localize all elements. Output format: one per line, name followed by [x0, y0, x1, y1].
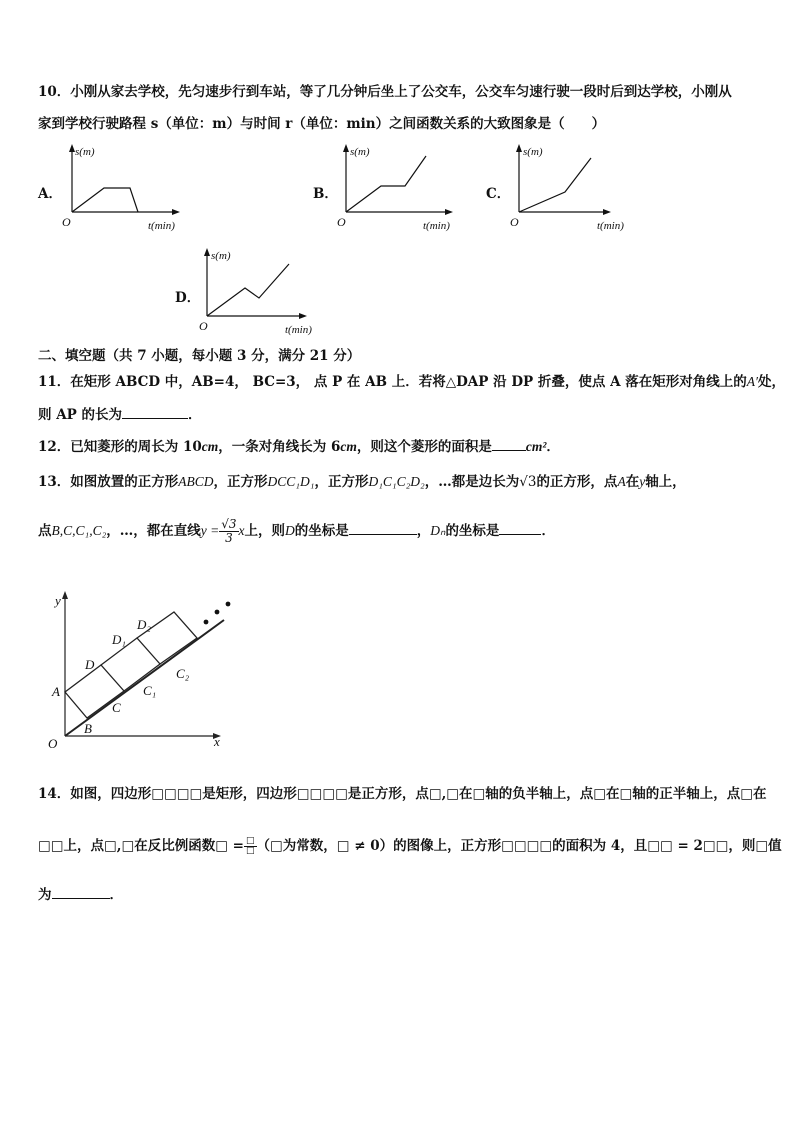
q13-text-m: 的坐标是 — [445, 523, 500, 539]
q13-frac-den: 3 — [225, 531, 233, 545]
q12-text-a: 12．已知菱形的周长为 10 — [38, 439, 202, 455]
q11-line1 — [38, 372, 785, 392]
q13-eq-rhs: x — [238, 523, 245, 538]
q14-frac-num: □ — [246, 836, 255, 846]
q13-text-b: ，正方形 — [213, 474, 268, 490]
q11-text-b: 处， — [757, 374, 785, 390]
section-heading: 二、填空题（共 7 小题，每小题 3 分，满分 21 分） — [38, 348, 361, 364]
q10-line1: 10．小刚从家去学校，先匀速步行到车站，等了几分钟后坐上了公交车，公交车匀速行驶一段时后到达学校，小刚从 — [38, 84, 732, 100]
q13-text-n: ． — [541, 523, 555, 539]
q14-line3 — [38, 884, 764, 905]
option-b-ylabel: s(m) — [350, 146, 370, 158]
q13-fraction — [219, 518, 238, 545]
q13-text-k: 的坐标是 — [294, 523, 349, 539]
q11-text-d: ． — [188, 407, 202, 423]
q12-text-b: ，一条对角线长为 6 — [218, 439, 341, 455]
option-c-origin: O — [510, 215, 519, 229]
q12-text-c: ，则这个菱形的面积是 — [356, 439, 492, 455]
fig13-a-label: A — [52, 684, 60, 699]
q14-answer-blank[interactable] — [52, 884, 110, 899]
q13-answer-blank-2[interactable] — [499, 520, 541, 535]
q13-text-g: 轴上， — [645, 474, 686, 490]
q13-text-i: ，…，都在直线 — [106, 523, 201, 539]
option-a-xlabel: t(min) — [148, 220, 175, 232]
q14-frac-den: □ — [246, 846, 255, 856]
option-a-label: A． — [38, 186, 62, 202]
q13-square-abcd: ABCD — [178, 474, 214, 489]
q13-text-l: ， — [416, 523, 431, 539]
q13-text-j: 上，则 — [244, 523, 286, 539]
option-c-graph — [505, 140, 635, 234]
q13-text-e: 的正方形，点 — [536, 474, 618, 490]
option-c-xlabel: t(min) — [597, 220, 624, 232]
q14-text-a: □□上，点□,□在反比例函数□ = — [38, 838, 244, 854]
q11-aprime: A′ — [746, 374, 758, 389]
q14-line2 — [38, 834, 782, 858]
q13-text-h: 点 — [38, 523, 52, 539]
q11-text-a: 11．在矩形 ABCD 中，AB=4， BC=3， 点 P 在 AB 上．若将△DAP 沿 DP 折叠，使点 A 落在矩形对角线上的 — [38, 374, 747, 390]
q13-point-d: D — [285, 523, 295, 538]
q13-point-dn: Dₙ — [430, 523, 446, 538]
q11-text-c: 则 AP 的长为 — [38, 407, 123, 423]
q12-answer-blank[interactable] — [492, 436, 526, 451]
q12-text-d: ． — [546, 439, 560, 455]
q13-text-d: ，…都是边长为 — [424, 474, 520, 490]
fig13-b-label: B — [84, 721, 92, 736]
q12-unit-2: cm — [340, 439, 357, 454]
q14-fraction — [244, 837, 257, 856]
q13-eq-lhs: y = — [200, 523, 220, 538]
option-c-ylabel: s(m) — [523, 146, 543, 158]
fig13-c2-label: C₂ — [176, 666, 190, 681]
q13-point-a: A — [617, 474, 626, 489]
option-d-origin: O — [199, 319, 208, 333]
option-a-ylabel: s(m) — [75, 146, 95, 158]
q12-unit-1: cm — [201, 439, 219, 454]
q13-text-c: ，正方形 — [314, 474, 369, 490]
q12-unit-3: cm² — [525, 439, 547, 454]
q13-line2 — [38, 516, 764, 546]
fig13-d1-label: D₁ — [112, 632, 126, 647]
q13-frac-num: √3 — [221, 517, 237, 531]
option-a-graph — [58, 142, 188, 234]
fig13-origin-label: O — [48, 736, 58, 751]
fig13-c-label: C — [112, 700, 121, 715]
option-b-xlabel: t(min) — [423, 220, 450, 232]
q14-text-c: 为 — [38, 887, 52, 903]
fig13-d-label: D — [85, 657, 95, 672]
option-b-graph — [333, 140, 463, 234]
option-a-origin: O — [62, 215, 71, 229]
q14-text-b: （□为常数，□ ≠ 0）的图像上，正方形□□□□的面积为 4，且□□ = 2□□，则□值 — [256, 838, 782, 854]
option-b-label: B． — [313, 186, 338, 202]
q14-line1: 14．如图，四边形□□□□是矩形，四边形□□□□是正方形，点□,□在□轴的负半轴上，点□在□轴的正半轴上，点□在 — [38, 786, 767, 802]
q14-text-d: ． — [109, 887, 123, 903]
q11-line2 — [38, 404, 764, 425]
option-d-ylabel: s(m) — [211, 250, 231, 262]
q10-line2: 家到学校行驶路程 s（单位：m）与时间 r（单位：min）之间函数关系的大致图象是（ ） — [38, 116, 606, 132]
q13-square-d1c1c2d2: D₁C₁C₂D₂ — [368, 474, 425, 489]
q11-answer-blank[interactable] — [122, 404, 188, 419]
q13-square-dcc1d1: DCC₁D₁ — [267, 474, 315, 489]
q13-line1 — [38, 472, 764, 492]
option-d-graph — [195, 244, 329, 338]
option-d-xlabel: t(min) — [285, 324, 312, 336]
fig13-y-label: y — [55, 593, 61, 608]
q13-figure — [40, 588, 240, 753]
fig13-c1-label: C₁ — [143, 683, 157, 698]
q13-y-axis: y — [639, 474, 646, 489]
q13-answer-blank-1[interactable] — [349, 520, 417, 535]
q12-line — [38, 436, 764, 457]
q13-text-f: 在 — [625, 474, 640, 490]
q13-text-a: 13．如图放置的正方形 — [38, 474, 179, 490]
q13-points: B,C,C₁,C₂ — [51, 523, 107, 538]
option-b-origin: O — [337, 215, 346, 229]
q13-sqrt3: √3 — [519, 474, 537, 490]
option-c-label: C． — [486, 186, 511, 202]
fig13-d2-label: D₂ — [137, 617, 151, 632]
option-d-label: D． — [175, 290, 201, 306]
fig13-x-label: x — [214, 734, 220, 749]
